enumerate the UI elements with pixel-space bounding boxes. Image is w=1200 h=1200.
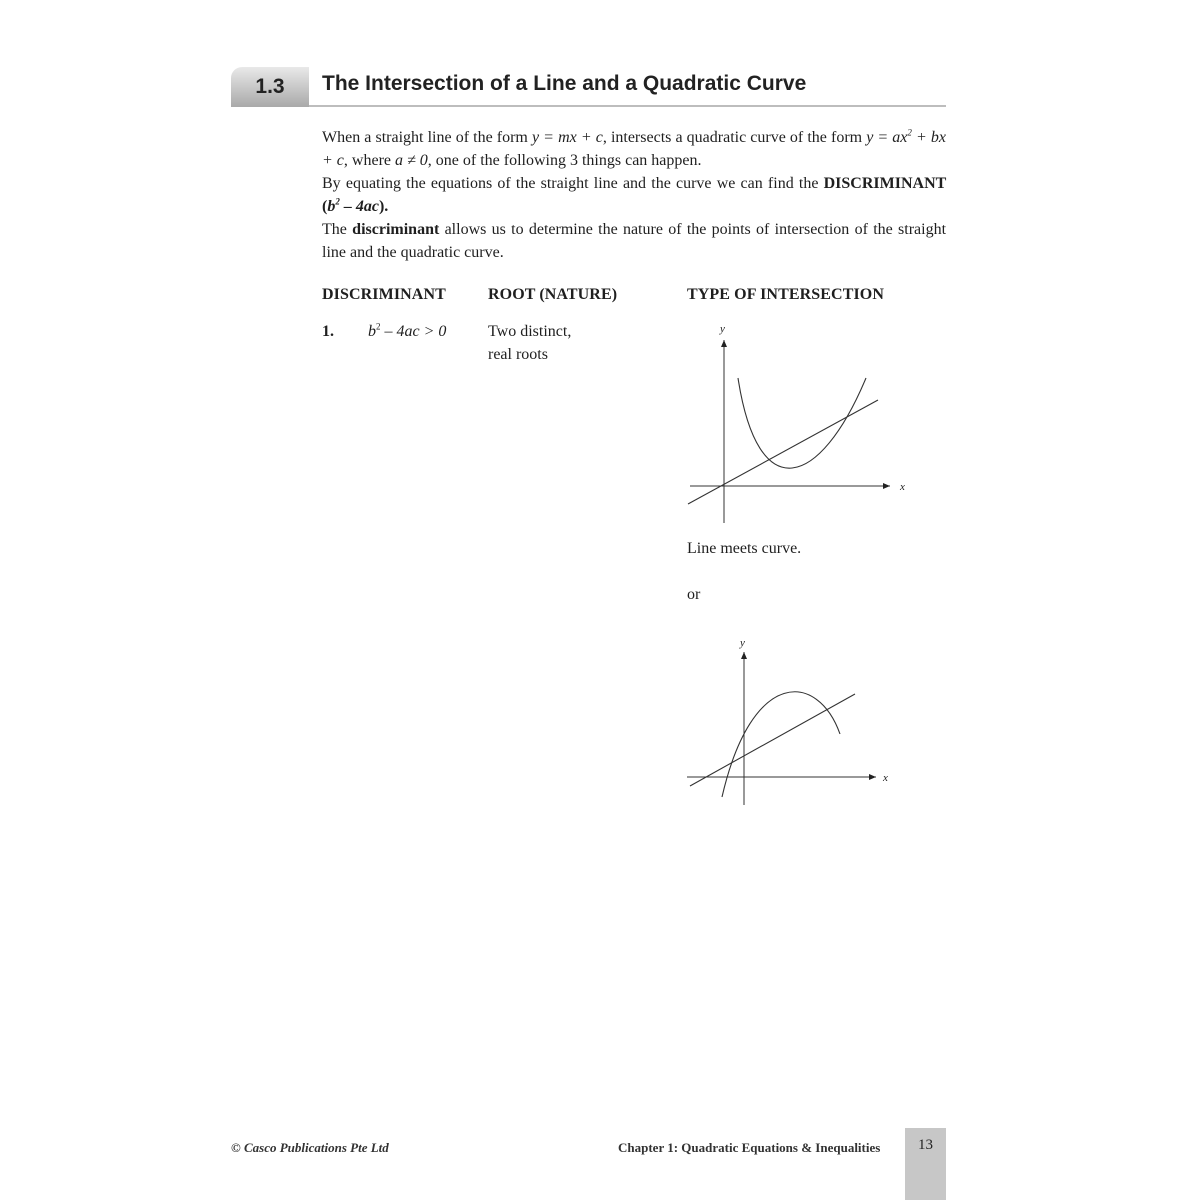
text-run: , where xyxy=(343,152,395,169)
text-run: , one of the following 3 things can happen. xyxy=(427,152,702,169)
y-axis-label: y xyxy=(740,637,745,649)
row-number: 1. xyxy=(322,323,334,340)
text-run: ). xyxy=(378,198,389,215)
curve-eq-part: + bx + c xyxy=(322,129,947,169)
straight-line xyxy=(688,400,878,504)
intersection-caption: Line meets curve. xyxy=(687,540,802,557)
graph-upward-parabola xyxy=(680,318,910,528)
root-line-1: Two distinct, xyxy=(488,323,572,340)
header-root-nature: ROOT (NATURE) xyxy=(488,286,618,303)
condition: a ≠ 0 xyxy=(395,152,428,169)
page-number: 13 xyxy=(918,1137,933,1153)
page-number-tab xyxy=(905,1128,946,1200)
parabola-curve xyxy=(738,378,866,468)
header-discriminant: DISCRIMINANT xyxy=(322,286,446,303)
header-intersection-type: TYPE OF INTERSECTION xyxy=(687,286,884,303)
text-run: When a straight line of the form xyxy=(322,129,532,146)
intro-paragraph-1 xyxy=(322,126,946,172)
parabola-curve xyxy=(722,692,840,797)
text-run: By equating the equations of the straight line and the curve we can find the xyxy=(322,175,824,192)
x-axis-label: x xyxy=(883,772,888,784)
line-equation: y = mx + c xyxy=(531,129,603,146)
exponent: 2 xyxy=(907,127,912,138)
discriminant-condition xyxy=(368,320,446,343)
title-divider xyxy=(309,105,946,107)
text-run: The xyxy=(322,221,353,238)
exponent: 2 xyxy=(376,321,381,332)
x-axis-label: x xyxy=(900,481,905,493)
footer-chapter: Chapter 1: Quadratic Equations & Inequalities xyxy=(618,1140,881,1155)
discriminant-expression xyxy=(327,198,379,215)
text-run: , intersects a quadratic curve of the form xyxy=(602,129,867,146)
ineq-part: – 4ac > 0 xyxy=(380,323,447,340)
curve-eq-part: y = ax xyxy=(866,129,908,146)
discriminant-term: DISCRIMINANT xyxy=(823,175,946,192)
graph-downward-parabola xyxy=(680,632,910,812)
text-run: allows us to determine the nature of the points of intersection of the straight line and the quadratic curve. xyxy=(322,221,947,261)
straight-line xyxy=(690,694,855,786)
section-number: 1.3 xyxy=(255,75,285,98)
text-run: ( xyxy=(322,198,328,215)
discriminant-word: discriminant xyxy=(352,221,440,238)
or-text: or xyxy=(687,586,701,603)
y-axis-label: y xyxy=(720,323,725,335)
footer-copyright: © Casco Publications Pte Ltd xyxy=(231,1140,389,1155)
root-nature xyxy=(488,320,571,366)
root-line-2: real roots xyxy=(488,346,548,363)
ineq-part: b xyxy=(368,323,376,340)
section-number-tab xyxy=(231,67,309,107)
exponent: 2 xyxy=(335,196,340,207)
expr-part: – 4ac xyxy=(339,198,379,215)
section-title: The Intersection of a Line and a Quadratic Curve xyxy=(322,72,807,95)
intro-text xyxy=(322,126,946,264)
expr-part: b xyxy=(327,198,336,215)
intro-paragraph-3 xyxy=(322,218,946,264)
intro-paragraph-2 xyxy=(322,172,946,218)
